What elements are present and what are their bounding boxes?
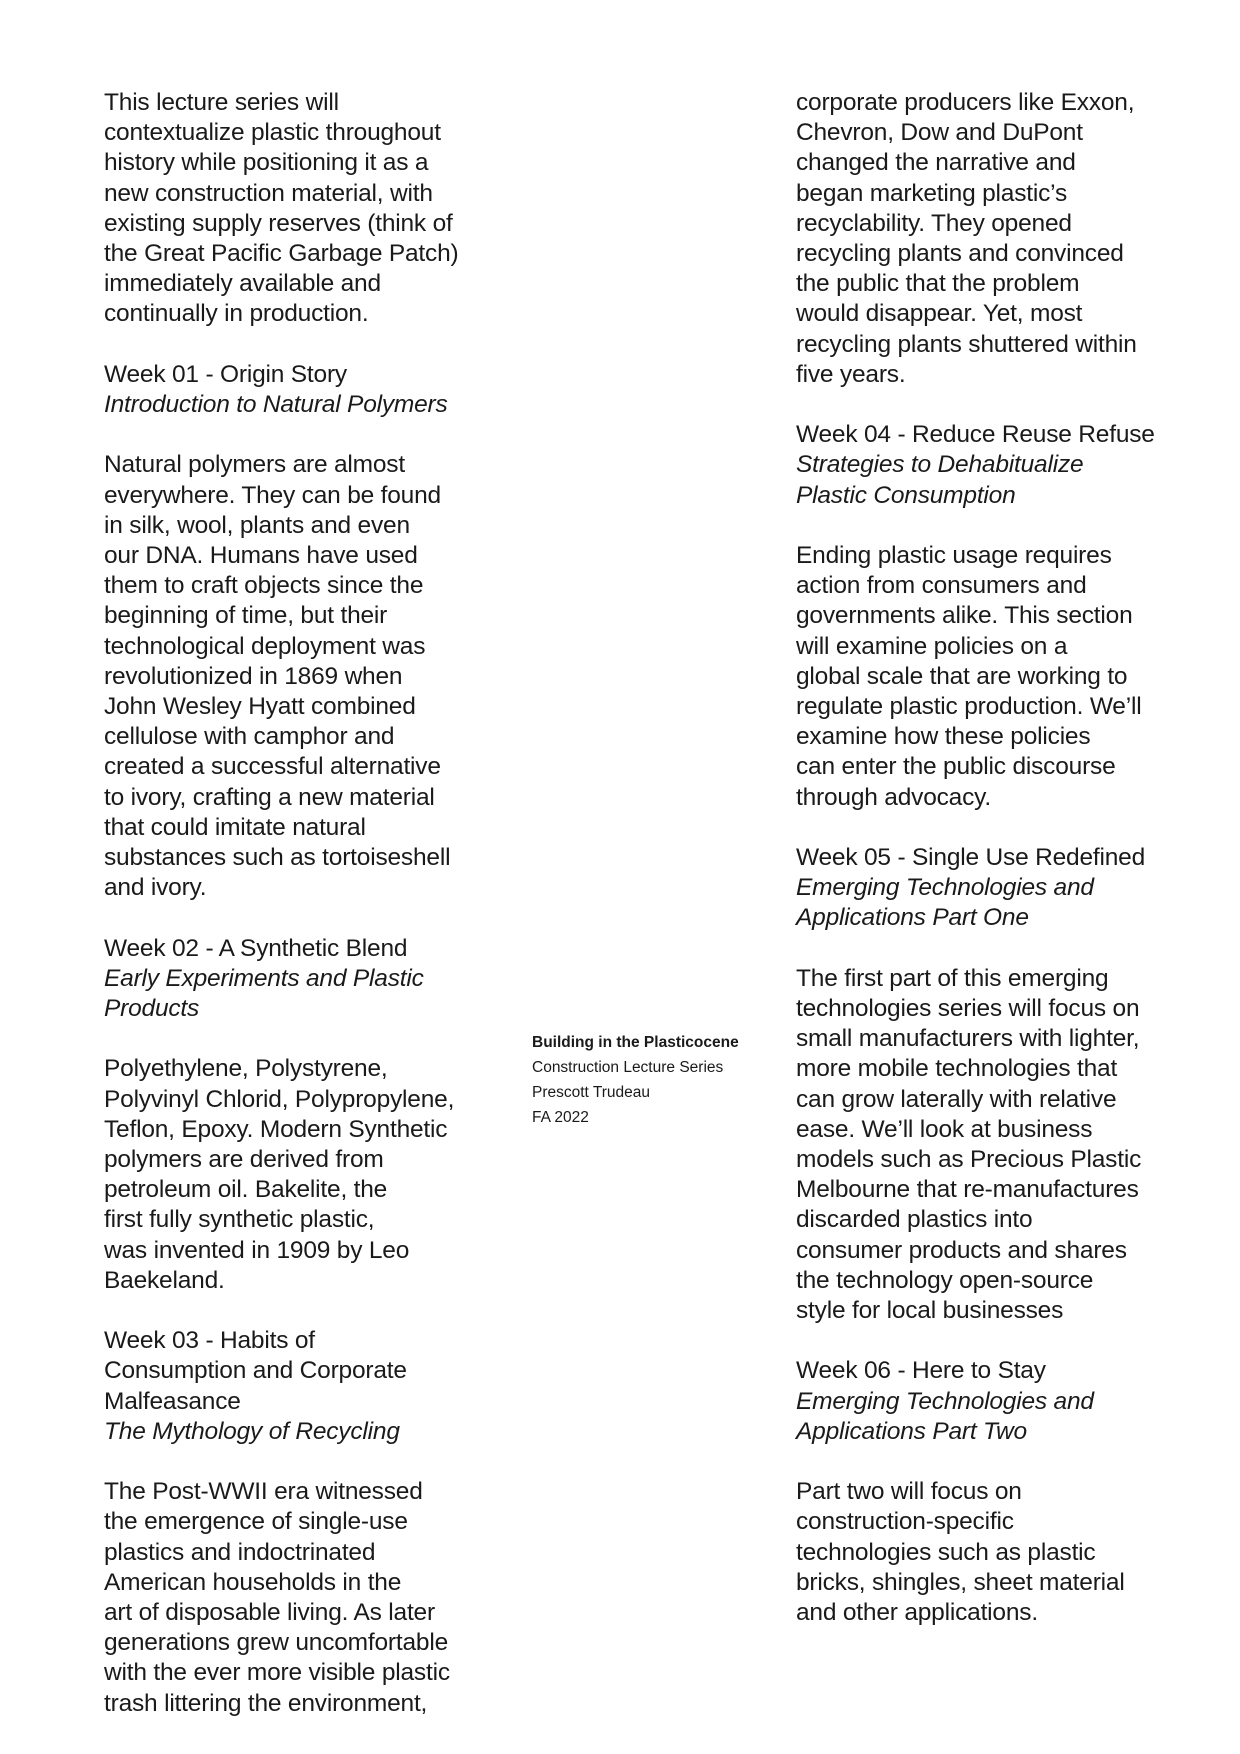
text-line: five years.	[796, 360, 906, 388]
text-line: recycling plants shuttered within	[796, 330, 1137, 358]
text-line: in silk, wool, plants and even	[104, 511, 410, 539]
text-line: was invented in 1909 by Leo	[104, 1236, 410, 1264]
text-line: beginning of time, but their	[104, 602, 388, 630]
text-line: that could imitate natural	[104, 813, 366, 841]
text-line: polymers are derived from	[104, 1146, 384, 1174]
text-line: bricks, shingles, sheet material	[796, 1568, 1125, 1596]
paragraph-spacer	[796, 390, 1196, 420]
text-line: technologies series will focus on	[796, 995, 1140, 1023]
text-line: new construction material, with	[104, 179, 433, 207]
subtitle-line: Introduction to Natural Polymers	[104, 391, 448, 419]
text-line: plastics and indoctrinated	[104, 1538, 376, 1566]
author-name: Prescott Trudeau	[532, 1084, 651, 1101]
text-line: Week 04 - Reduce Reuse Refuse	[796, 421, 1155, 449]
paragraph-spacer	[104, 1024, 484, 1054]
text-line: the emergence of single-use	[104, 1508, 408, 1536]
right-text-column	[796, 88, 1196, 1628]
paragraph-spacer	[796, 511, 1196, 541]
text-line: American households in the	[104, 1568, 402, 1596]
text-line: Week 01 - Origin Story	[104, 360, 347, 388]
text-line: can grow laterally with relative	[796, 1085, 1117, 1113]
text-line: recyclability. They opened	[796, 209, 1072, 237]
paragraph-spacer	[796, 1447, 1196, 1477]
subtitle-line: Plastic Consumption	[796, 481, 1016, 509]
text-line: Ending plastic usage requires	[796, 542, 1112, 570]
text-line: can enter the public discourse	[796, 753, 1116, 781]
text-line: our DNA. Humans have used	[104, 542, 418, 570]
text-line: continually in production.	[104, 300, 369, 328]
subtitle-line: Applications Part One	[796, 904, 1029, 932]
text-line: style for local businesses	[796, 1297, 1064, 1325]
text-line: petroleum oil. Bakelite, the	[104, 1176, 388, 1204]
paragraph-spacer	[796, 813, 1196, 843]
text-line: Week 05 - Single Use Redefined	[796, 844, 1145, 872]
text-line: Polyethylene, Polystyrene,	[104, 1055, 388, 1083]
text-line: Natural polymers are almost	[104, 451, 405, 479]
text-line: Malfeasance	[104, 1387, 241, 1415]
text-line: to ivory, crafting a new material	[104, 783, 435, 811]
text-line: through advocacy.	[796, 783, 991, 811]
text-line: Melbourne that re-manufactures	[796, 1176, 1139, 1204]
text-line: would disappear. Yet, most	[796, 300, 1083, 328]
text-line: and ivory.	[104, 874, 207, 902]
text-line: action from consumers and	[796, 572, 1087, 600]
paragraph-spacer	[796, 934, 1196, 964]
text-line: The Post-WWII era witnessed	[104, 1478, 423, 1506]
text-line: Week 02 - A Synthetic Blend	[104, 934, 408, 962]
term-label: FA 2022	[532, 1109, 589, 1126]
series-name: Construction Lecture Series	[532, 1059, 724, 1076]
paragraph-spacer	[796, 1326, 1196, 1356]
text-line: immediately available and	[104, 270, 381, 298]
text-line: revolutionized in 1869 when	[104, 662, 403, 690]
text-line: and other applications.	[796, 1599, 1038, 1627]
text-line: The first part of this emerging	[796, 964, 1109, 992]
text-line: Week 03 - Habits of	[104, 1327, 315, 1355]
text-line: the public that the problem	[796, 270, 1080, 298]
paragraph-spacer	[104, 330, 484, 360]
text-line: Baekeland.	[104, 1266, 225, 1294]
text-line: Consumption and Corporate	[104, 1357, 407, 1385]
text-line: Part two will focus on	[796, 1478, 1022, 1506]
subtitle-line: The Mythology of Recycling	[104, 1417, 400, 1445]
text-line: contextualize plastic throughout	[104, 119, 441, 147]
text-line: consumer products and shares	[796, 1236, 1127, 1264]
document-title: Building in the Plasticocene	[532, 1034, 739, 1051]
text-line: first fully synthetic plastic,	[104, 1206, 375, 1234]
paragraph-spacer	[104, 1296, 484, 1326]
text-line: more mobile technologies that	[796, 1055, 1118, 1083]
text-line: models such as Precious Plastic	[796, 1146, 1142, 1174]
text-line: Teflon, Epoxy. Modern Synthetic	[104, 1115, 448, 1143]
paragraph-spacer	[104, 903, 484, 933]
text-line: the Great Pacific Garbage Patch)	[104, 240, 459, 268]
subtitle-line: Early Experiments and Plastic	[104, 964, 424, 992]
text-line: regulate plastic production. We’ll	[796, 693, 1142, 721]
text-line: corporate producers like Exxon,	[796, 89, 1135, 116]
paragraph-spacer	[104, 1447, 484, 1477]
text-line: governments alike. This section	[796, 602, 1133, 630]
subtitle-line: Strategies to Dehabitualize	[796, 451, 1084, 479]
text-line: everywhere. They can be found	[104, 481, 441, 509]
text-line: Week 06 - Here to Stay	[796, 1357, 1046, 1385]
left-text-column	[104, 88, 484, 1719]
text-line: small manufacturers with lighter,	[796, 1025, 1140, 1053]
text-line: John Wesley Hyatt combined	[104, 693, 416, 721]
text-line: examine how these policies	[796, 723, 1091, 751]
text-line: technological deployment was	[104, 632, 426, 660]
subtitle-line: Emerging Technologies and	[796, 874, 1094, 902]
text-line: began marketing plastic’s	[796, 179, 1068, 207]
text-line: will examine policies on a	[796, 632, 1068, 660]
text-line: cellulose with camphor and	[104, 723, 395, 751]
text-line: ease. We’ll look at business	[796, 1115, 1093, 1143]
text-line: construction-specific	[796, 1508, 1014, 1536]
text-line: existing supply reserves (think of	[104, 209, 453, 237]
text-line: substances such as tortoiseshell	[104, 844, 451, 872]
subtitle-line: Applications Part Two	[796, 1417, 1027, 1445]
text-line: Polyvinyl Chlorid, Polypropylene,	[104, 1085, 455, 1113]
text-line: discarded plastics into	[796, 1206, 1033, 1234]
subtitle-line: Emerging Technologies and	[796, 1387, 1094, 1415]
text-line: changed the narrative and	[796, 149, 1076, 177]
text-line: the technology open-source	[796, 1266, 1094, 1294]
text-line: This lecture series will	[104, 89, 339, 116]
text-line: generations grew uncomfortable	[104, 1629, 449, 1657]
text-line: with the ever more visible plastic	[104, 1659, 450, 1687]
text-line: Chevron, Dow and DuPont	[796, 119, 1083, 147]
text-line: technologies such as plastic	[796, 1538, 1096, 1566]
document-colophon	[532, 1030, 772, 1130]
text-line: trash littering the environment,	[104, 1689, 428, 1717]
text-line: art of disposable living. As later	[104, 1599, 435, 1627]
text-line: recycling plants and convinced	[796, 240, 1124, 268]
paragraph-spacer	[104, 420, 484, 450]
text-line: history while positioning it as a	[104, 149, 429, 177]
text-line: created a successful alternative	[104, 753, 441, 781]
text-line: global scale that are working to	[796, 662, 1128, 690]
text-line: them to craft objects since the	[104, 572, 424, 600]
subtitle-line: Products	[104, 995, 200, 1023]
